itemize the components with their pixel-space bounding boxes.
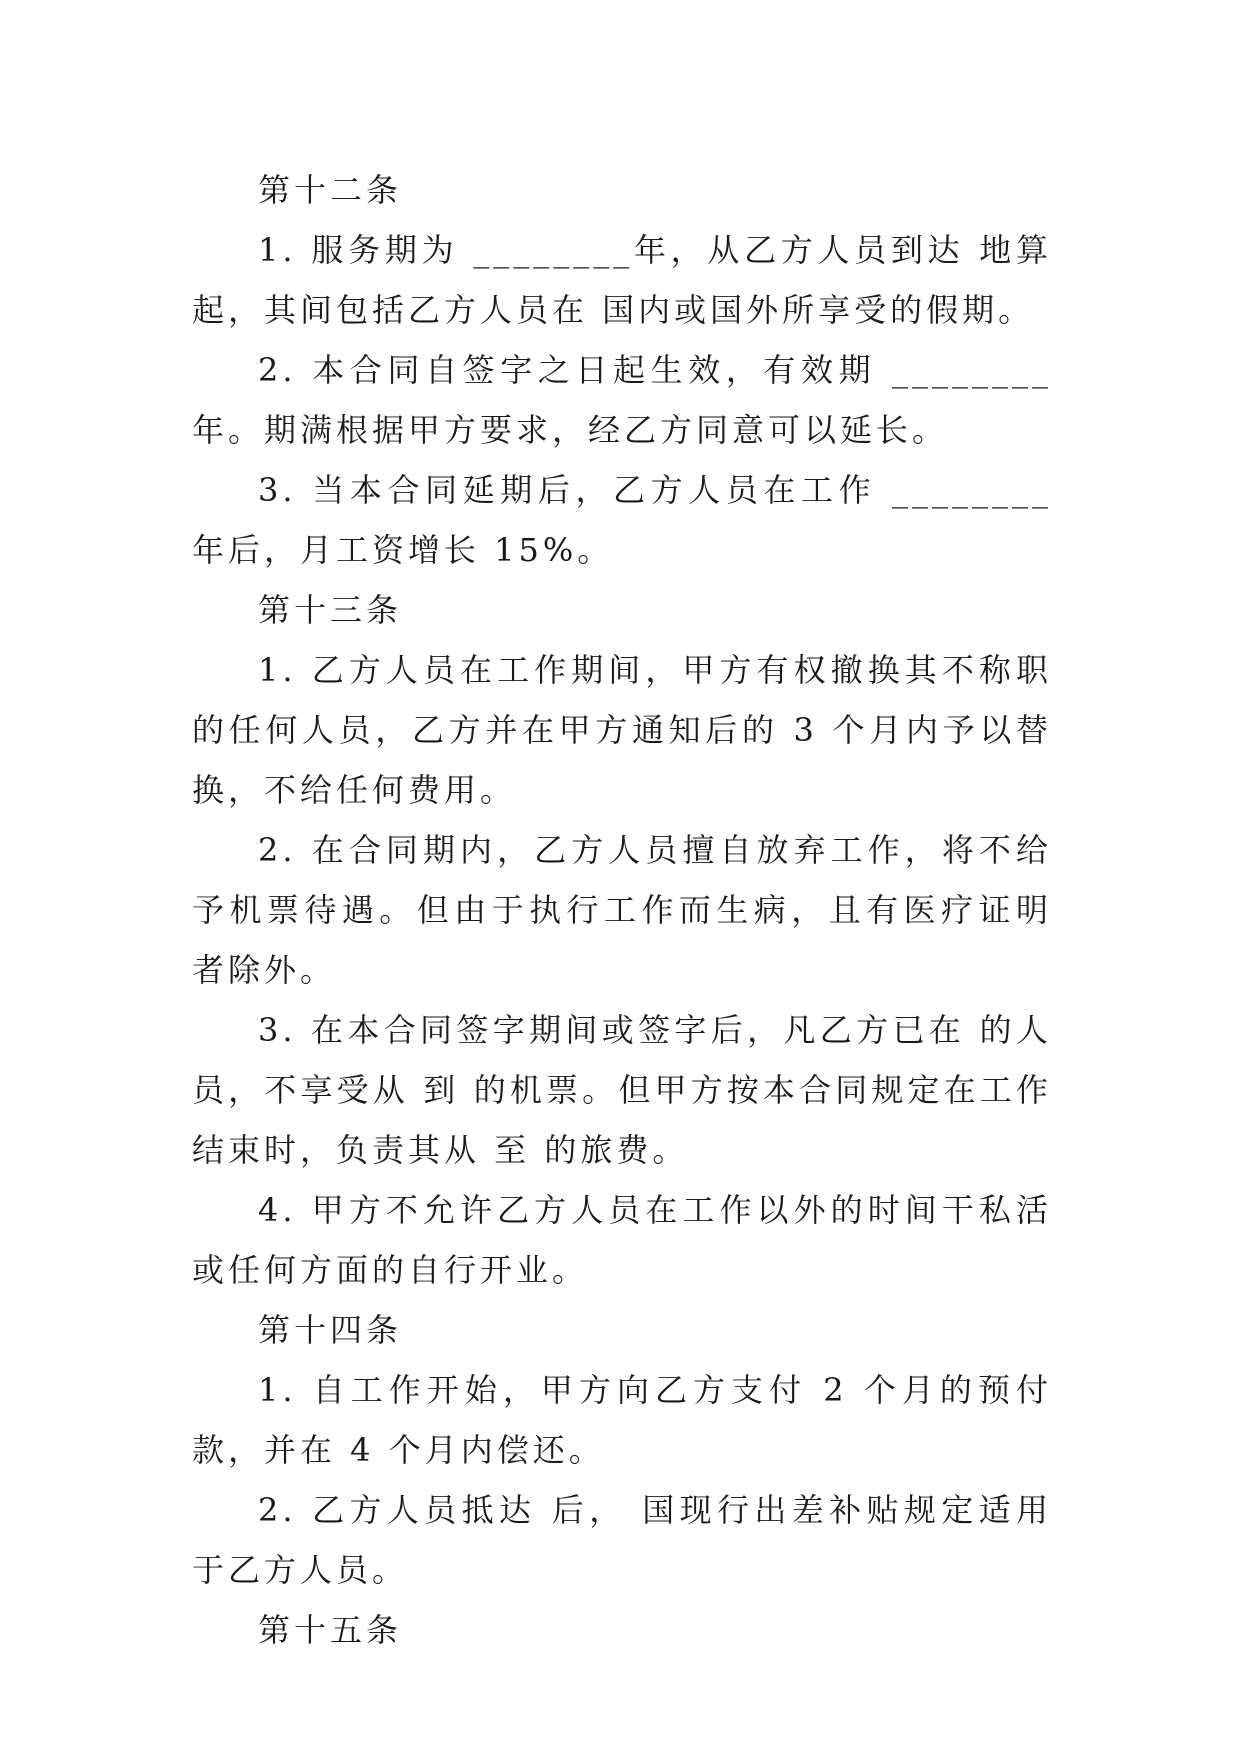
clause-12-3: 3. 当本合同延期后，乙方人员在工作 ________年后，月工资增长 15%。 [192, 471, 1052, 569]
article-heading-12: 第十二条 [258, 171, 403, 209]
clause-12-1: 1. 服务期为 ________年，从乙方人员到达 地算起，其间包括乙方人员在 国内或国外所享受的假期。 [192, 231, 1052, 329]
clause-14-1: 1. 自工作开始，甲方向乙方支付 2 个月的预付款，并在 4 个月内偿还。 [192, 1371, 1052, 1469]
article-heading-15: 第十五条 [258, 1611, 403, 1649]
clause-13-4: 4. 甲方不允许乙方人员在工作以外的时间干私活或任何方面的自行开业。 [192, 1191, 1052, 1289]
clause-12-2: 2. 本合同自签字之日起生效，有效期 ________年。期满根据甲方要求，经乙方同意可以延长。 [192, 351, 1052, 449]
article-heading-13: 第十三条 [258, 591, 403, 629]
clause-14-2: 2. 乙方人员抵达 后， 国现行出差补贴规定适用于乙方人员。 [192, 1491, 1052, 1589]
document-body [192, 160, 1052, 1660]
article-heading-14: 第十四条 [258, 1311, 403, 1349]
clause-13-1: 1. 乙方人员在工作期间，甲方有权撤换其不称职的任何人员，乙方并在甲方通知后的 3 个月内予以替换，不给任何费用。 [192, 651, 1052, 809]
clause-13-3: 3. 在本合同签字期间或签字后，凡乙方已在 的人员，不享受从 到 的机票。但甲方按本合同规定在工作结束时，负责其从 至 的旅费。 [192, 1011, 1052, 1169]
clause-13-2: 2. 在合同期内，乙方人员擅自放弃工作，将不给予机票待遇。但由于执行工作而生病，且有医疗证明者除外。 [192, 831, 1052, 989]
